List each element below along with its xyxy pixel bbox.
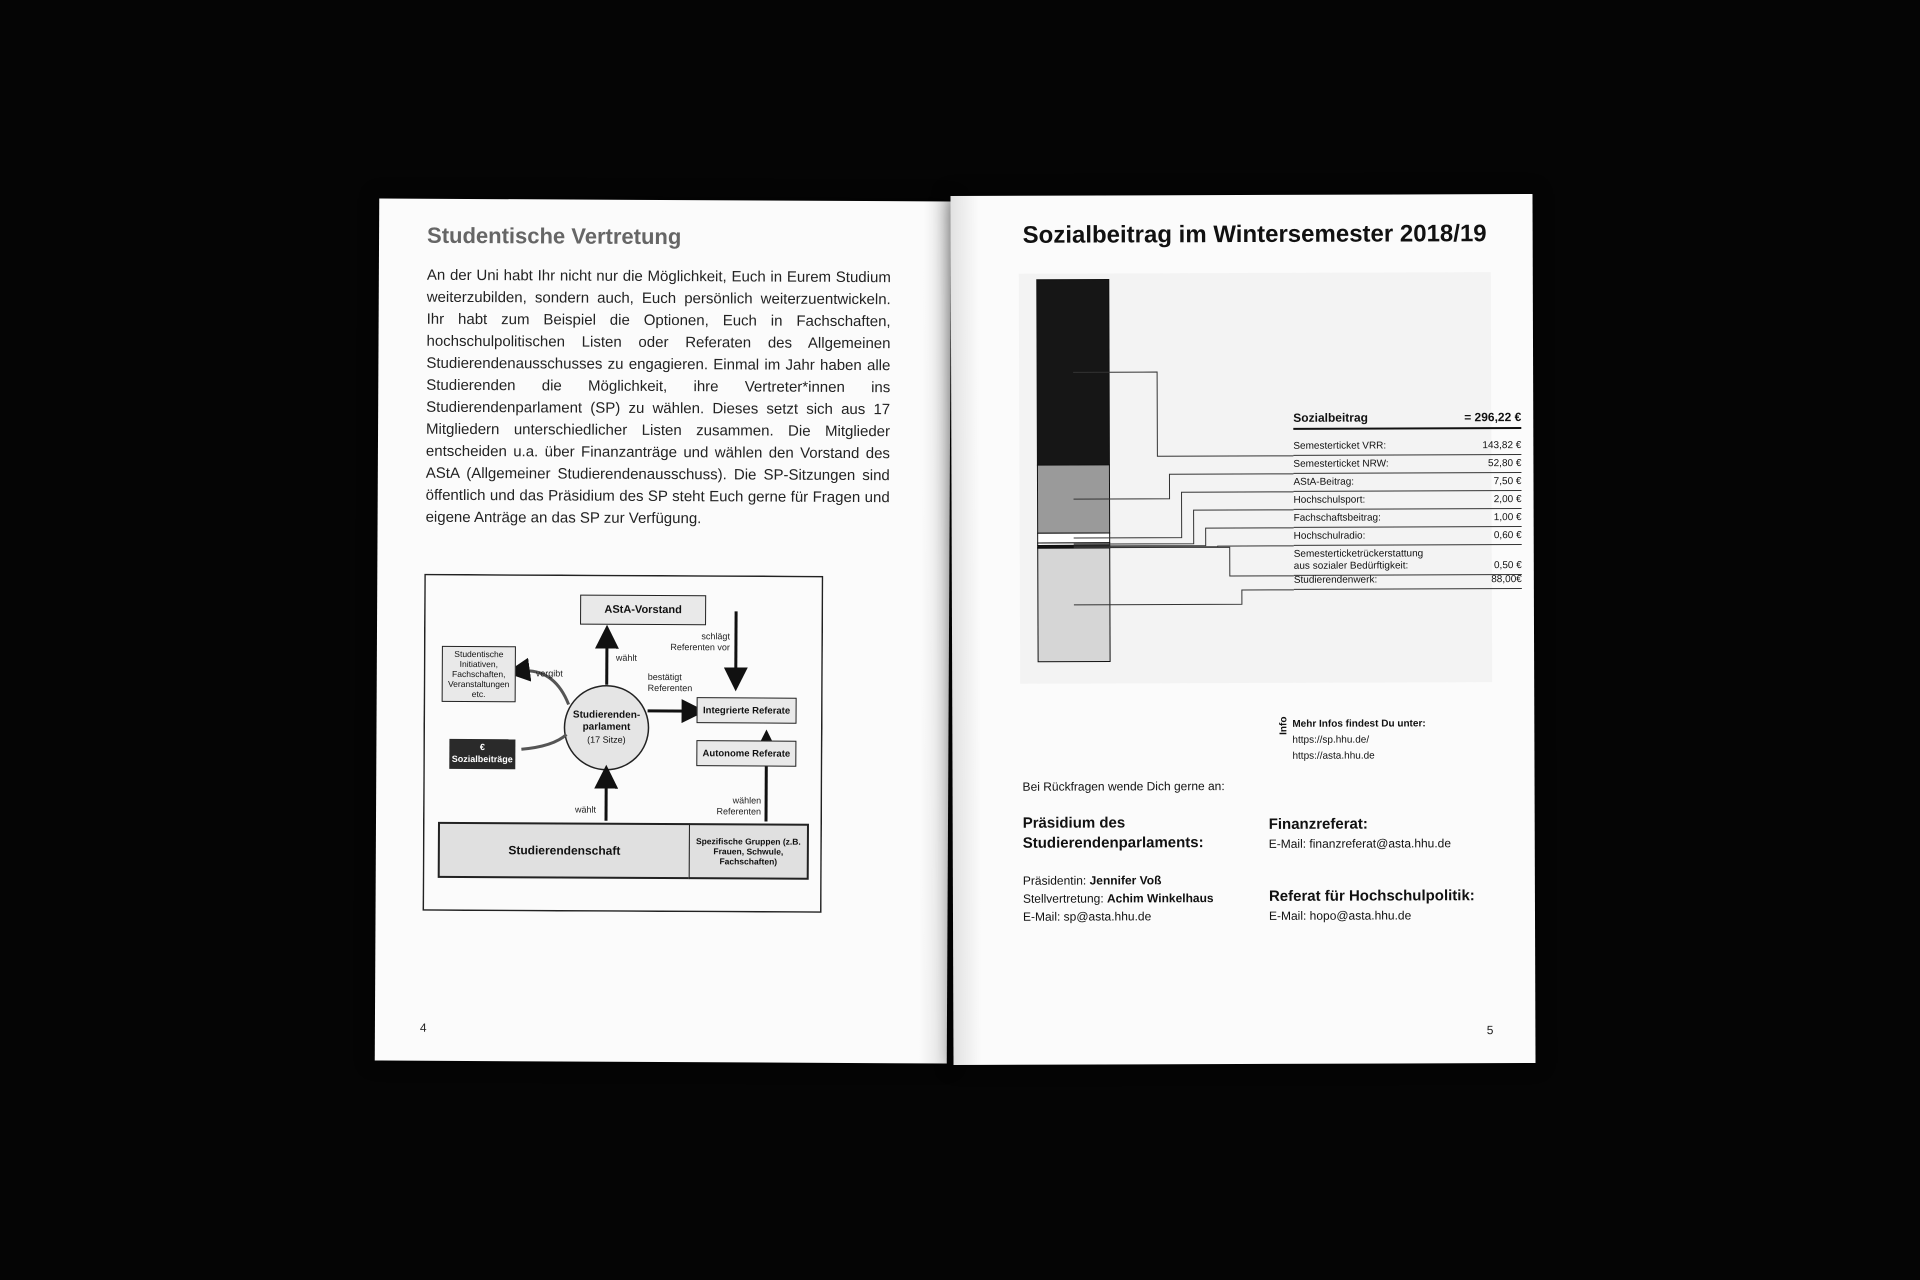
legend-label: AStA-Beitrag:: [1293, 476, 1355, 488]
left-page: [375, 199, 952, 1064]
president-line: [1023, 871, 1162, 889]
legend-label: Hochschulradio:: [1293, 530, 1366, 542]
social-fees-label: Sozialbeiträge: [451, 753, 513, 765]
info-heading: Mehr Infos findest Du unter:: [1292, 718, 1426, 730]
gutter-shadow: [950, 196, 981, 1065]
parliament-label: [568, 710, 644, 746]
legend-value: 52,80 €: [1488, 458, 1522, 470]
page-number: 4: [419, 1020, 427, 1035]
euro-icon: €: [479, 742, 485, 753]
info-link-asta[interactable]: https://asta.hhu.de: [1292, 750, 1375, 762]
label-waehlen-ref: wählen Referenten: [716, 795, 762, 817]
legend-label: Semesterticket VRR:: [1293, 440, 1387, 452]
legend-row: [1294, 548, 1522, 576]
info-tag: Info: [1278, 716, 1290, 735]
legend-value: 0,60 €: [1493, 530, 1522, 542]
body-text: An der Uni habt Ihr nicht nur die Möglichkeit, Euch in Eurem Studium weiterzubilden, sondern auch, Euch persönlich weiterzuentwickeln. Ihr habt zum Beispiel die Optionen, Euch in Fachschaften, hochschulpolitischen Listen oder Referaten des Allgemeinen Studierendenausschusses zu engagieren. Einmal im Jahr haben alle Studierenden die Möglichkeit, ihre Vertreter*innen ins Studierendenparlament (SP) zu wählen. Dieses setzt sich aus 17 Mitgliedern unterschiedlicher Listen zusammen. Die Mitglieder entscheiden u.a. über Finanzanträge und wählen den Vorstand des AStA (Allgemeiner Studierendenausschuss). Die SP-Sitzungen sind öffentlich und das Präsidium des SP steht Euch gerne für Fragen und eigene Anträge an das SP zur Verfügung.: [425, 266, 891, 528]
page-title: Sozialbeitrag im Wintersemester 2018/19: [1022, 220, 1487, 249]
gutter-shadow: [919, 201, 952, 1063]
president-name: Jennifer Voß: [1089, 873, 1162, 888]
legend-row: [1294, 512, 1522, 528]
legend-row: [1293, 440, 1521, 456]
hopo-heading: Referat für Hochschulpolitik:: [1268, 887, 1475, 905]
legend-label: Semesterticketrückerstattung aus sozialer Bedürftigkeit:: [1293, 548, 1424, 572]
praesidium-email[interactable]: E-Mail: sp@asta.hhu.de: [1022, 909, 1152, 924]
autonomous-box: Autonome Referate: [696, 740, 796, 767]
deputy-name: Achim Winkelhaus: [1106, 891, 1214, 906]
legend-header: [1293, 410, 1521, 430]
special-groups-box: Spezifische Gruppen (z.B. Frauen, Schwule, Fachschaften): [689, 823, 809, 880]
deputy-line: [1023, 889, 1214, 908]
legend-value: 2,00 €: [1493, 494, 1522, 506]
page-title: Studentische Vertretung: [427, 222, 682, 250]
finanz-heading: Finanzreferat:: [1268, 815, 1368, 833]
legend-label: Semesterticket NRW:: [1293, 458, 1389, 470]
student-body-box: Studierendenschaft: [438, 822, 690, 879]
legend-label: Studierendenwerk:: [1293, 574, 1378, 586]
social-fees-box: [449, 739, 515, 769]
info-link-sp[interactable]: https://sp.hhu.de/: [1292, 734, 1370, 746]
legend-value: 1,00 €: [1493, 512, 1522, 524]
label-vergibt: vergibt: [535, 668, 563, 679]
president-label: Präsidentin:: [1022, 873, 1087, 888]
praesidium-heading: Präsidium des Studierendenparlaments:: [1022, 814, 1204, 852]
legend-label: Fachschaftsbeitrag:: [1293, 512, 1381, 524]
label-schlaegt: schlägt Referenten vor: [670, 631, 730, 653]
contact-intro: Bei Rückfragen wende Dich gerne an:: [1022, 779, 1225, 794]
legend-title: Sozialbeitrag: [1293, 410, 1368, 425]
asta-box: AStA-Vorstand: [580, 595, 706, 626]
legend-total: = 296,22 €: [1464, 410, 1522, 425]
legend-row: [1294, 494, 1522, 510]
initiatives-box: Studentische Initiativen, Fachschaften, Veranstaltungen etc.: [442, 646, 516, 702]
legend-value: 88,00€: [1491, 574, 1522, 586]
hopo-email[interactable]: E-Mail: hopo@asta.hhu.de: [1268, 908, 1412, 923]
right-page: [950, 194, 1535, 1065]
legend-label: Hochschulsport:: [1293, 494, 1366, 506]
legend-row: [1293, 476, 1521, 492]
legend-value: 143,82 €: [1482, 440, 1522, 452]
info-box: [1278, 716, 1426, 764]
parliament-seats: (17 Sitze): [587, 734, 626, 745]
finanz-email[interactable]: E-Mail: finanzreferat@asta.hhu.de: [1268, 836, 1452, 851]
organization-diagram: [423, 574, 824, 913]
page-number: 5: [1486, 1023, 1494, 1038]
label-waehlt-bottom: wählt: [575, 804, 597, 815]
legend-row: [1293, 458, 1521, 474]
legend-row: [1294, 530, 1522, 546]
legend-value: 0,50 €: [1493, 560, 1522, 572]
parliament-name: Studierenden-parlament: [572, 709, 641, 733]
integrated-box: Integrierte Referate: [697, 697, 797, 724]
legend-row: [1294, 574, 1522, 590]
contribution-chart: [1019, 272, 1522, 762]
legend-value: 7,50 €: [1493, 476, 1522, 488]
label-bestaetigt: bestätigt Referenten: [647, 671, 693, 694]
label-waehlt-top: wählt: [615, 652, 637, 663]
deputy-label: Stellvertretung:: [1022, 891, 1104, 906]
